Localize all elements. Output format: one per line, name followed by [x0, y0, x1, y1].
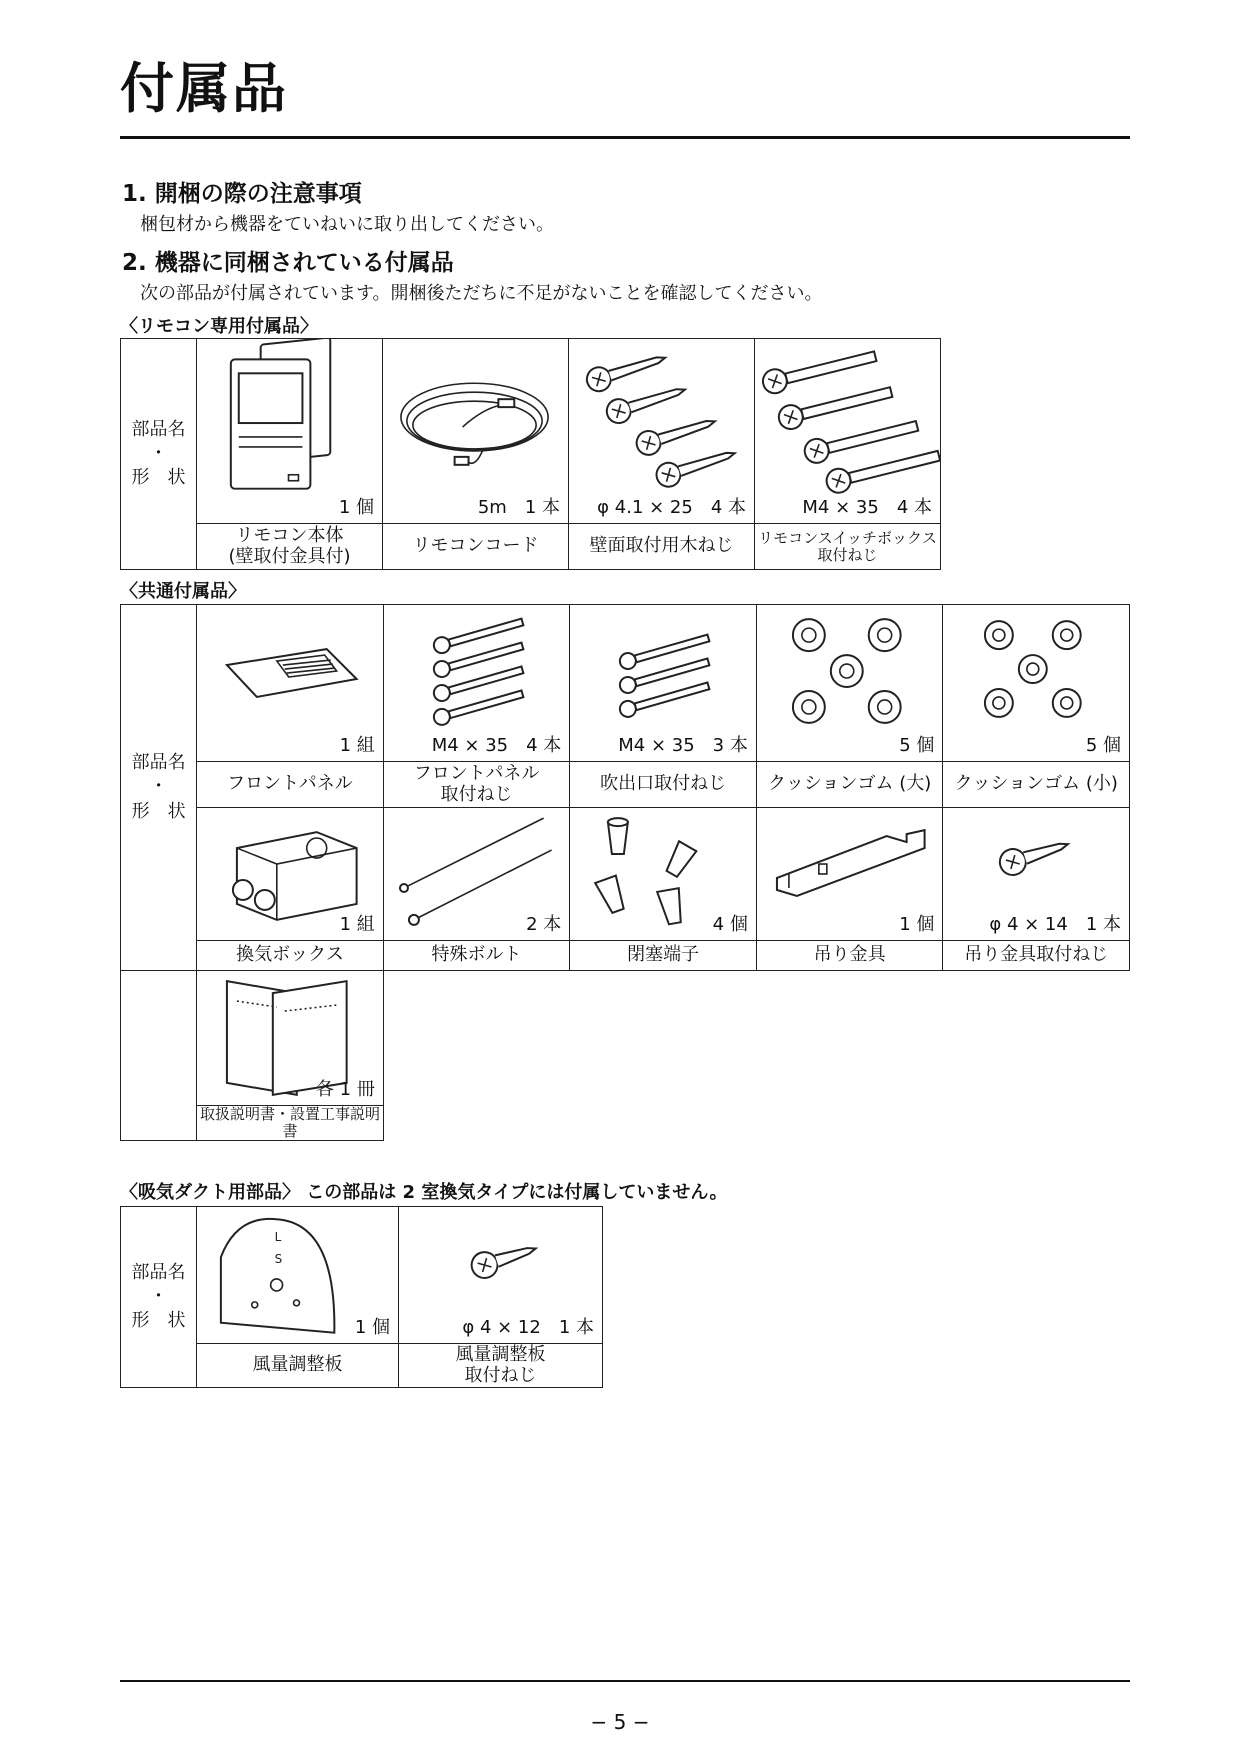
part-name: リモコンコード	[383, 524, 569, 570]
qty: φ 4.1 × 25 4 本	[597, 497, 746, 518]
qty: 1 個	[338, 497, 374, 518]
part-name: クッションゴム (小)	[943, 762, 1130, 808]
part-name: フロントパネル 取付ねじ	[383, 762, 570, 808]
intake-parts-table	[120, 1206, 603, 1388]
section1-heading: 1. 開梱の際の注意事項	[122, 181, 362, 207]
qty: M4 × 35 4 本	[431, 735, 562, 756]
side-label: 部品名 ・ 形 状	[121, 1207, 197, 1388]
part-name: 風量調整板	[197, 1344, 399, 1388]
remote-parts-table	[120, 338, 941, 570]
qty: 各 1 冊	[315, 1079, 375, 1100]
intake-subheading: 〈吸気ダクト用部品〉 この部品は 2 室換気タイプには付属していません。	[120, 1182, 728, 1203]
qty: 1 個	[354, 1317, 390, 1338]
qty: φ 4 × 14 1 本	[989, 914, 1121, 935]
page-title: 付属品	[120, 57, 288, 120]
qty: M4 × 35 4 本	[802, 497, 932, 518]
cushion-small-cell	[943, 605, 1130, 762]
qty: 1 組	[339, 914, 375, 935]
cushion-large-cell	[756, 605, 943, 762]
special-bolt-cell	[383, 808, 570, 941]
part-name: リモコンスイッチボックス 取付ねじ	[755, 524, 941, 570]
hanger-bracket-cell	[756, 808, 943, 941]
closed-end-cell	[570, 808, 757, 941]
plate-letter-l: L	[274, 1230, 282, 1245]
machine-screw-cell	[755, 339, 941, 524]
remote-controller-cell	[197, 339, 383, 524]
qty: M4 × 35 3 本	[618, 735, 748, 756]
footer-rule	[120, 1680, 1130, 1682]
qty: 1 組	[339, 735, 375, 756]
qty: 5 個	[1085, 735, 1121, 756]
ventilation-box-cell	[197, 808, 384, 941]
part-name: 吊り金具	[756, 941, 943, 971]
part-name: クッションゴム (大)	[756, 762, 943, 808]
section1-text: 梱包材から機器をていねいに取り出してください。	[140, 214, 554, 235]
part-name: 換気ボックス	[197, 941, 384, 971]
side-label: 部品名 ・ 形 状	[121, 339, 197, 570]
qty: φ 4 × 12 1 本	[462, 1317, 594, 1338]
part-name: 特殊ボルト	[383, 941, 570, 971]
airflow-plate-cell	[197, 1207, 399, 1344]
long-screw-cell	[383, 605, 570, 762]
side-label: 部品名 ・ 形 状	[121, 605, 197, 971]
qty: 2 本	[526, 914, 562, 935]
section2-text: 次の部品が付属されています。開梱後ただちに不足がないことを確認してください。	[140, 283, 823, 304]
qty: 5m 1 本	[477, 497, 560, 518]
part-name: 閉塞端子	[570, 941, 757, 971]
title-rule	[120, 136, 1130, 139]
part-name: 壁面取付用木ねじ	[569, 524, 755, 570]
plate-letter-s: S	[274, 1252, 283, 1267]
page-number: − 5 −	[590, 1710, 650, 1734]
remote-subheading: 〈リモコン専用付属品〉	[120, 316, 318, 337]
cord-cell	[383, 339, 569, 524]
qty: 5 個	[899, 735, 935, 756]
common-parts-table	[120, 604, 1130, 1141]
part-name: フロントパネル	[197, 762, 384, 808]
front-panel-cell	[197, 605, 384, 762]
tapping-screw-cell	[943, 808, 1130, 941]
long-screw-cell	[570, 605, 757, 762]
section2-heading: 2. 機器に同梱されている付属品	[122, 250, 454, 276]
wood-screw-cell	[569, 339, 755, 524]
part-name: 吹出口取付ねじ	[570, 762, 757, 808]
common-subheading: 〈共通付属品〉	[120, 581, 246, 602]
part-name: 吊り金具取付ねじ	[943, 941, 1130, 971]
qty: 4 個	[712, 914, 748, 935]
qty: 1 個	[899, 914, 935, 935]
tapping-screw-cell	[399, 1207, 603, 1344]
part-name: リモコン本体 (壁取付金具付)	[197, 524, 383, 570]
manual-cell	[197, 971, 384, 1106]
part-name: 取扱説明書・設置工事説明書	[197, 1106, 384, 1141]
part-name: 風量調整板 取付ねじ	[399, 1344, 603, 1388]
